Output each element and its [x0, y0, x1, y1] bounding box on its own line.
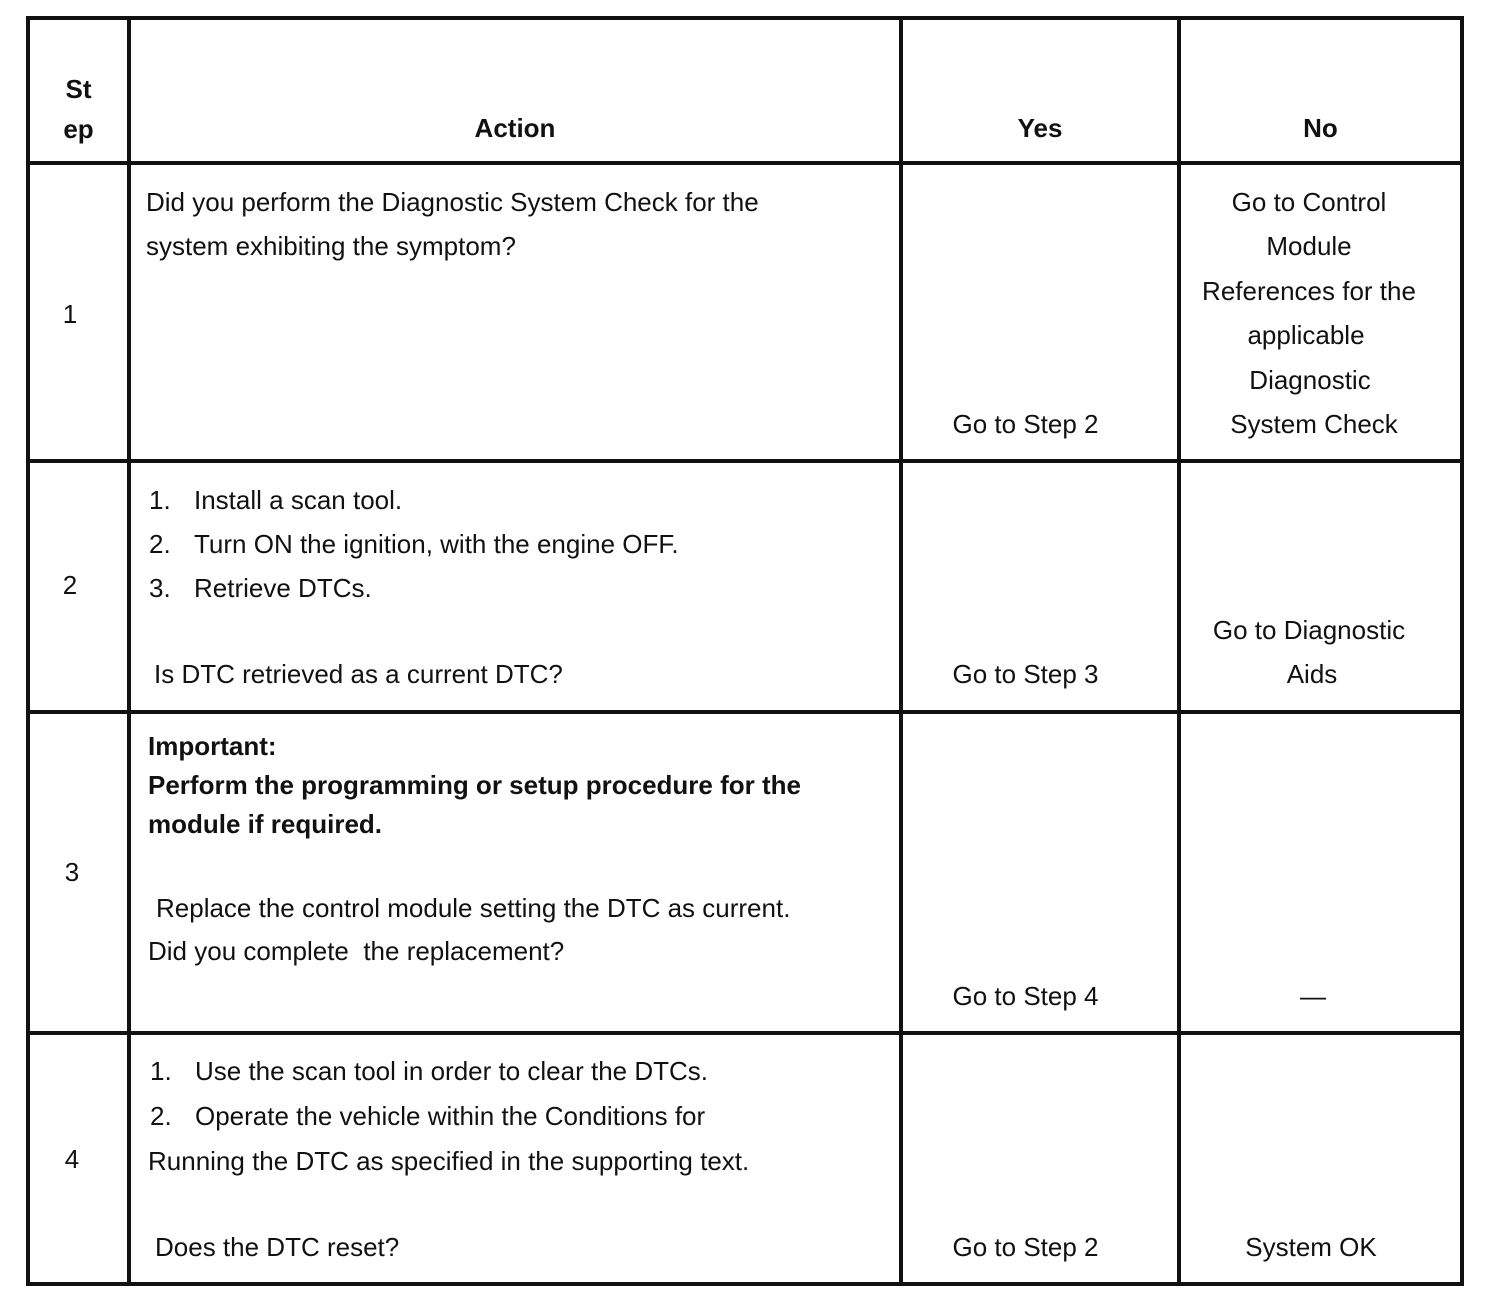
- step-number: 2: [62, 570, 78, 600]
- important-text: Perform the programming or setup procedure for the: [148, 770, 801, 800]
- list-number: 3.: [149, 573, 171, 603]
- action-text: Did you perform the Diagnostic System Check for the: [146, 187, 759, 217]
- no-cell-line: Aids: [1286, 659, 1338, 689]
- no-cell-line: Go to Control: [1231, 187, 1387, 217]
- column-divider: [127, 16, 131, 1286]
- action-text: system exhibiting the symptom?: [146, 231, 516, 261]
- diagnostic-table: [26, 16, 1464, 1286]
- action-question: Did you complete the replacement?: [148, 936, 565, 966]
- table-border-bottom: [26, 1282, 1464, 1286]
- no-cell-line: System Check: [1230, 409, 1398, 439]
- list-number: 1.: [150, 1056, 172, 1086]
- row-divider: [26, 459, 1464, 463]
- header-yes: Yes: [1017, 113, 1063, 143]
- header-step-line: ep: [63, 114, 94, 144]
- no-cell-line: Diagnostic: [1249, 365, 1371, 395]
- no-cell-line: Go to Diagnostic: [1212, 615, 1406, 645]
- header-no: No: [1303, 113, 1338, 143]
- no-cell-line: System OK: [1245, 1232, 1377, 1262]
- row-divider: [26, 161, 1464, 165]
- list-number: 2.: [150, 1101, 172, 1131]
- no-cell-line: —: [1300, 981, 1326, 1011]
- list-number: 1.: [149, 485, 171, 515]
- yes-cell: Go to Step 2: [952, 1232, 1099, 1262]
- no-cell-line: References for the: [1202, 276, 1416, 306]
- header-step-line: St: [65, 74, 92, 104]
- table-border-top: [26, 16, 1464, 20]
- yes-cell: Go to Step 2: [952, 409, 1099, 439]
- list-item: Use the scan tool in order to clear the DTCs.: [195, 1056, 709, 1086]
- row-divider: [26, 710, 1464, 714]
- action-question: Is DTC retrieved as a current DTC?: [154, 659, 563, 689]
- no-cell-line: applicable: [1247, 320, 1365, 350]
- important-label: Important:: [148, 731, 277, 761]
- column-divider: [899, 16, 903, 1286]
- step-number: 1: [62, 299, 78, 329]
- list-item: Install a scan tool.: [194, 485, 403, 515]
- no-cell-line: Module: [1266, 231, 1352, 261]
- header-step: [30, 69, 127, 149]
- important-text: module if required.: [148, 809, 383, 839]
- list-item: Retrieve DTCs.: [194, 573, 372, 603]
- list-number: 2.: [149, 529, 171, 559]
- action-text: Replace the control module setting the DTC as current.: [156, 893, 791, 923]
- row-divider: [26, 1031, 1464, 1035]
- step-number: 3: [64, 857, 80, 887]
- list-item: Turn ON the ignition, with the engine OFF.: [194, 529, 679, 559]
- step-number: 4: [64, 1144, 80, 1174]
- list-item: Operate the vehicle within the Conditions for: [195, 1101, 706, 1131]
- action-text: Running the DTC as specified in the supporting text.: [148, 1146, 750, 1176]
- yes-cell: Go to Step 4: [952, 981, 1099, 1011]
- table-border-right: [1460, 16, 1464, 1286]
- table-border-left: [26, 16, 30, 1286]
- yes-cell: Go to Step 3: [952, 659, 1099, 689]
- header-action: Action: [474, 113, 556, 143]
- action-question: Does the DTC reset?: [155, 1232, 400, 1262]
